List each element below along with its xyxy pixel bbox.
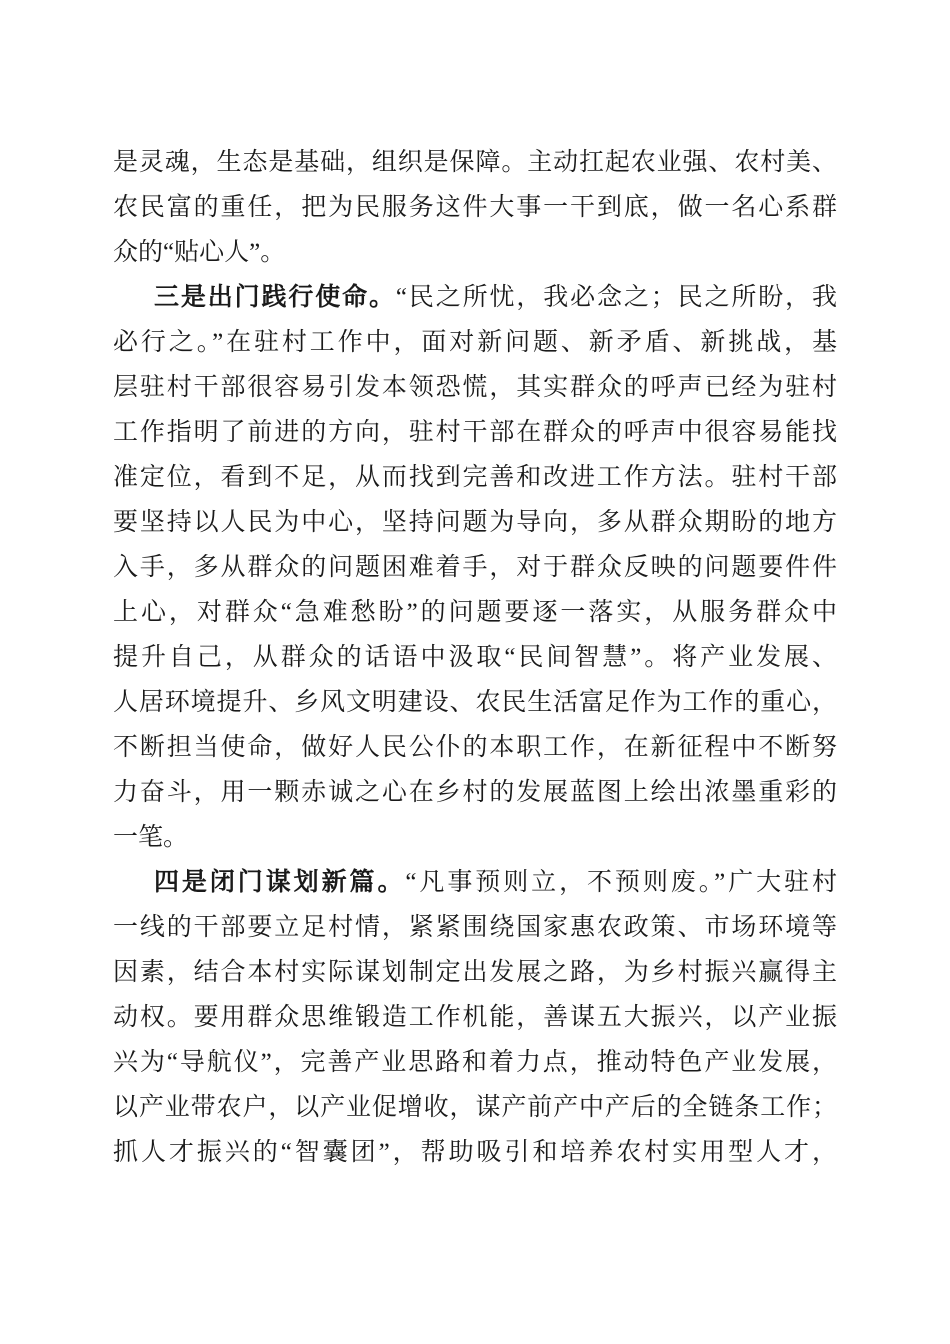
line-text: 兴为“导航仪”，完善产业思路和着力点，推动特色产业发展， [113,1049,837,1076]
text-line [113,275,837,320]
text-line [113,770,837,815]
text-line [113,815,837,860]
text-line [113,905,837,950]
line-text: 众的“贴心人”。 [113,239,286,266]
text-line [113,860,837,905]
line-text: 要坚持以人民为中心，坚持问题为导向，多从群众期盼的地方 [113,509,837,536]
text-line [113,185,837,230]
text-line [113,680,837,725]
line-text: 力奋斗，用一颗赤诚之心在乡村的发展蓝图上绘出浓墨重彩的 [113,779,837,806]
line-text: 农民富的重任，把为民服务这件大事一干到底，做一名心系群 [113,194,837,221]
text-line [113,365,837,410]
text-line [113,635,837,680]
line-text: 上心，对群众“急难愁盼”的问题要逐一落实，从服务群众中 [113,599,837,626]
text-line [113,590,837,635]
document-body [113,140,837,1175]
line-text: 人居环境提升、乡风文明建设、农民生活富足作为工作的重心， [113,689,837,716]
line-bold-lead: 四是闭门谋划新篇。 [154,869,406,896]
line-text: 层驻村干部很容易引发本领恐慌，其实群众的呼声已经为驻村 [113,374,837,401]
line-text: 准定位，看到不足，从而找到完善和改进工作方法。驻村干部 [113,464,837,491]
text-line [113,1085,837,1130]
line-text: “民之所忧，我必念之；民之所盼，我 [395,284,837,311]
line-text: 一笔。 [113,824,189,851]
line-text: 必行之。”在驻村工作中，面对新问题、新矛盾、新挑战，基 [113,329,837,356]
line-text: “凡事预则立，不预则废。”广大驻村 [405,869,837,896]
text-line [113,455,837,500]
text-line [113,725,837,770]
text-line [113,950,837,995]
text-line [113,140,837,185]
line-text: 工作指明了前进的方向，驻村干部在群众的呼声中很容易能找 [113,419,837,446]
line-text: 因素，结合本村实际谋划制定出发展之路，为乡村振兴赢得主 [113,959,837,986]
text-line [113,545,837,590]
line-text: 抓人才振兴的“智囊团”，帮助吸引和培养农村实用型人才， [113,1139,837,1166]
line-text: 入手，多从群众的问题困难着手，对于群众反映的问题要件件 [113,554,837,581]
text-line [113,995,837,1040]
line-text: 动权。要用群众思维锻造工作机能，善谋五大振兴，以产业振 [113,1004,837,1031]
line-bold-lead: 三是出门践行使命。 [154,284,396,311]
line-text: 提升自己，从群众的话语中汲取“民间智慧”。将产业发展、 [113,644,837,671]
line-text: 是灵魂，生态是基础，组织是保障。主动扛起农业强、农村美、 [113,149,837,176]
line-text: 以产业带农户，以产业促增收，谋产前产中产后的全链条工作； [113,1094,837,1121]
line-text: 不断担当使命，做好人民公仆的本职工作，在新征程中不断努 [113,734,837,761]
text-line [113,320,837,365]
text-line [113,1130,837,1175]
text-line [113,230,837,275]
line-text: 一线的干部要立足村情，紧紧围绕国家惠农政策、市场环境等 [113,914,837,941]
text-line [113,500,837,545]
text-line [113,410,837,455]
text-line [113,1040,837,1085]
